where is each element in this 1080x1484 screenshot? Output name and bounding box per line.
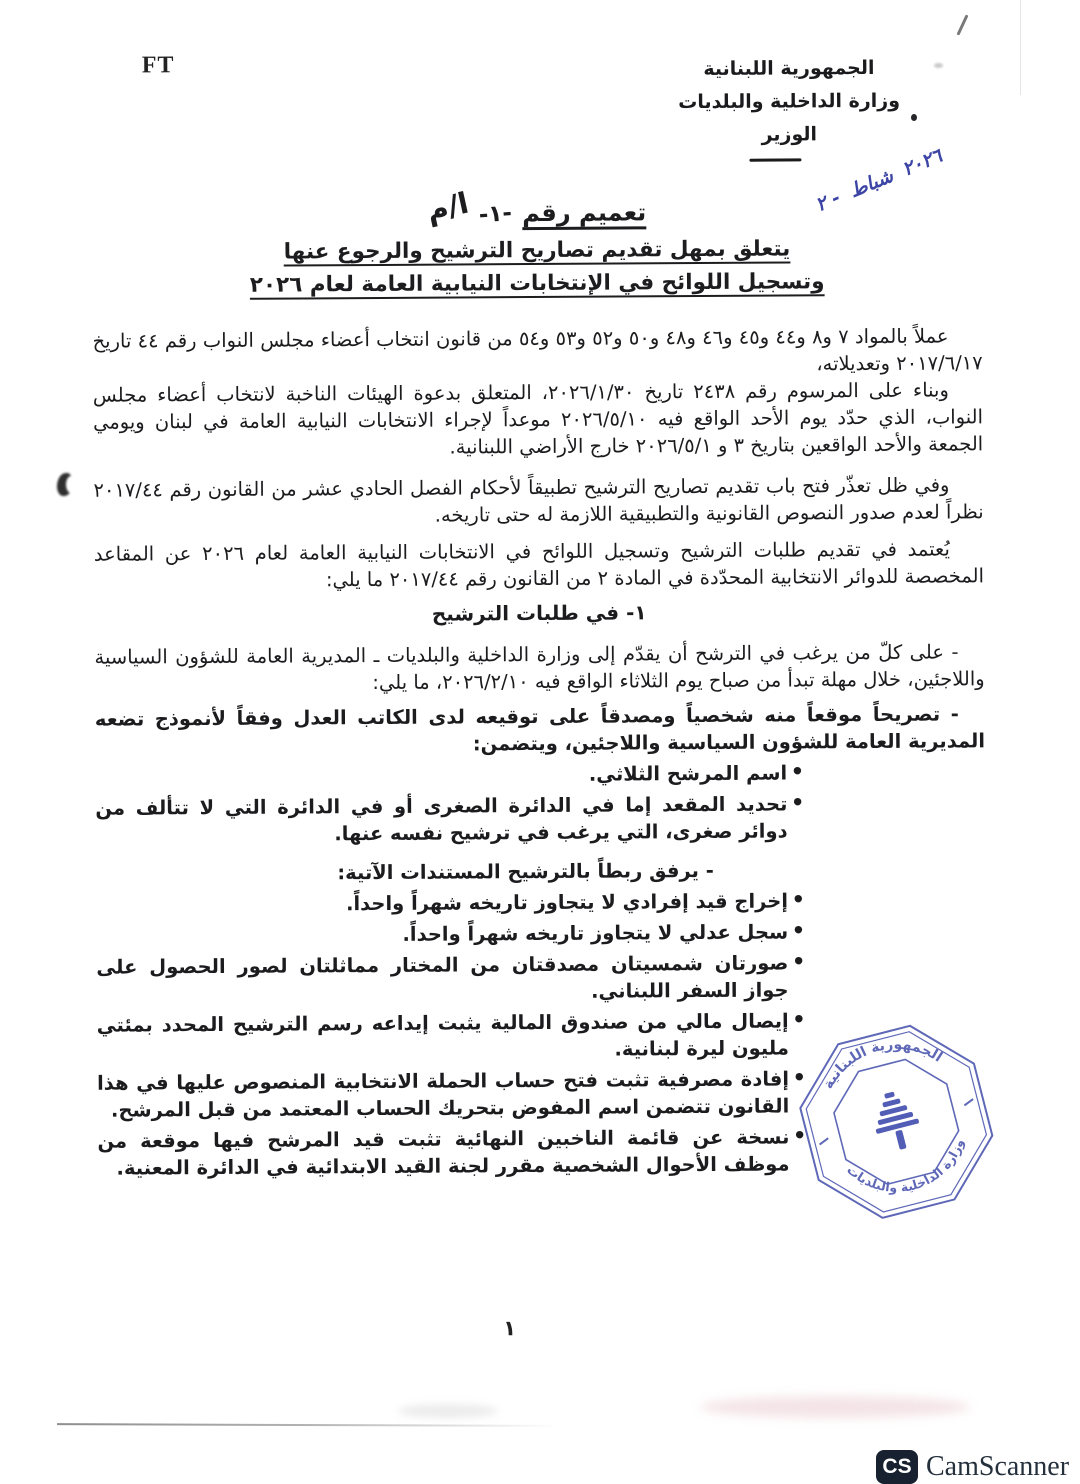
list-item: • اسم المرشح الثلاثي.	[95, 759, 787, 790]
section-1-heading: ١- في طلبات الترشيح	[431, 600, 647, 626]
hw-date-year: ٢٠٢٦	[899, 144, 946, 181]
circular-number-handwritten: -١-	[478, 200, 514, 229]
camscanner-logo-letters: CS	[882, 1455, 912, 1478]
title-line-1	[92, 185, 982, 230]
list-item: • نسخة عن قائمة الناخبين النهائية تثبت قيد المرشح فيها موقعة من موظف الأحوال الشخصية مقرر لجنة القيد الابتدائية في الدائرة المعنية.	[97, 1123, 789, 1181]
scan-artifact-speck	[934, 63, 943, 68]
list-item: • إيصال مالي من صندوق المالية يثبت إيداعه رسم الترشيح المحدد بمئتي مليون ليرة لبنانية.	[97, 1007, 789, 1065]
scan-artifact-speck	[911, 114, 917, 121]
paragraph-adopted-procedure: يُعتمد في تقديم طلبات الترشيح وتسجيل اللوائح في الانتخابات النيابية العامة لعام ٢٠٢٦ عن المقاعد المخصصة للدوائر الانتخابية المحدّدة في المادة ٢ من القانون رقم ٢٠١٧/٤٤ ما يلي:	[93, 537, 985, 592]
corner-mark: FT	[141, 52, 175, 79]
letterhead-rule	[749, 158, 801, 161]
stamp-bottom-text: وزارة الداخلية والبلديات	[844, 1136, 967, 1195]
scan-artifact-blob	[57, 473, 72, 496]
declaration-items-list	[95, 758, 986, 848]
letterhead-republic: الجمهورية اللبنانية	[703, 56, 875, 80]
stamp-top-text: الجمهورية اللبنانية	[820, 1036, 946, 1092]
title-block	[92, 185, 983, 302]
list-item: • سجل عدلي لا يتجاوز تاريخه شهراً واحداً.	[96, 918, 788, 949]
hw-date-month: شباط	[846, 164, 897, 203]
list-item: • إخراج قيد إفرادي لا يتجاوز تاريخه شهراً واحداً.	[96, 887, 788, 918]
cedar-tree-icon	[868, 1087, 925, 1154]
circular-suffix-handwritten: ا/م	[423, 185, 472, 228]
scan-artifact-smudge	[700, 1396, 970, 1418]
section-1-intro: - على كلّ من يرغب في الترشح أن يقدّم إلى وزارة الداخلية والبلديات ـ المديرية العامة للشؤون السياسية واللاجئين، خلال مهلة تبدأ من صباح يوم الثلاثاء الواقع فيه ٢٠٢٦/٢/١٠، ما يلي:	[94, 640, 985, 695]
letterhead-ministry: وزارة الداخلية والبلديات	[678, 89, 901, 114]
circular-number-label: تعميم رقم	[522, 198, 647, 228]
list-item: • صورتان شمسيتان مصدقتان من المختار مماثلتان لصور الحصول على جواز السفر اللبناني.	[96, 949, 788, 1007]
title-line-2: يتعلق بمهل تقديم تصاريح الترشيح والرجوع عنها	[283, 236, 791, 265]
title-line-3: وتسجيل اللوائح في الإنتخابات النيابية العامة لعام ٢٠٢٦	[249, 269, 825, 298]
camscanner-label: CamScanner	[926, 1451, 1070, 1482]
list-item: • تحديد المقعد إما في الدائرة الصغرى أو في الدائرة التي لا تتألف من دوائر صغرى، التي يرغب في ترشيح نفسه عنها.	[95, 790, 787, 848]
declaration-paragraph: - تصريحاً موقعاً منه شخصياً ومصدقاً على توقيعه لدى الكاتب العدل وفقاً لأنموذج تضعه المديرية العامة للشؤون السياسية واللاجئين، ويتضمن:	[94, 702, 986, 756]
list-item: • إفادة مصرفية تثبت فتح حساب الحملة الانتخابية المنصوص عليها في هذا القانون تتضمن اسم المفوض بتحريك الحساب المعتمد من قبل المرشح.	[97, 1065, 789, 1123]
letterhead-minister: الوزير	[761, 123, 818, 146]
scan-artifact-smudge	[398, 1404, 498, 1418]
camscanner-logo-icon	[876, 1450, 918, 1484]
hw-date-day: ٢ -	[812, 186, 844, 217]
paragraph-legal-basis: عملاً بالمواد ٧ و٨ و٤٤ و٤٥ و٤٦ و٤٨ و٥٠ و٥٢ و٥٣ و٥٤ من قانون انتخاب أعضاء مجلس النواب رقم ٤٤ تاريخ ٢٠١٧/٦/١٧ وتعديلاته،	[92, 324, 983, 376]
letterhead	[624, 51, 955, 162]
paragraph-decree: وبناء على المرسوم رقم ٢٤٣٨ تاريخ ٢٠٢٦/١/٣٠، المتعلق بدعوة الهيئات الناخبة لانتخاب أعضاء مجلس النواب، الذي حدّد يوم الأحد الواقع فيه ٢٠٢٦/٥/١٠ موعداً لإجراء الانتخابات النيابية العامة في لبنان ويومي الجمعة والأحد الواقعين بتاريخ ٣ و ٢٠٢٦/٥/١ خارج الأراضي اللبنانية.	[92, 378, 984, 459]
paragraph-impediment: وفي ظل تعذّر فتح باب تقديم تصاريح الترشيح تطبيقاً لأحكام الفصل الحادي عشر من القانون رقم ٢٠١٧/٤٤ نظراً لعدم صدور النصوص القانونية والتطبيقية اللازمة له حتى تاريخه.	[93, 473, 984, 527]
page-number: ١	[503, 1316, 517, 1341]
scan-artifact-line	[1020, 0, 1021, 95]
attachments-intro: - يرفق ربطاً بالترشيح المستندات الآتية:	[337, 858, 714, 885]
